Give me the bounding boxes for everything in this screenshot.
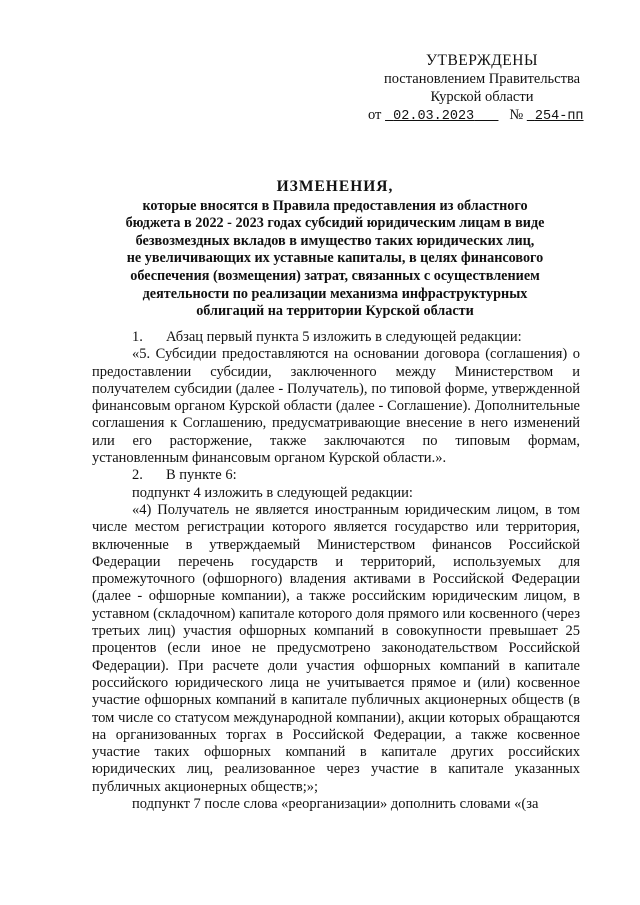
title-line: которые вносятся в Правила предоставления из областного: [142, 197, 528, 214]
item-1-number: 1.: [132, 329, 143, 345]
approval-date-line: [362, 106, 602, 126]
subitem-4-quote: «4) Получатель не является иностранным юридическим лицом, в том числе местом регистрации которого является государство или территория, включенные в утверждаемый Министерством финансов Российской Федерации перечень государств и территорий, используемых для промежуточного (офшорного) владения активами в Российской Федерации (далее - офшорные компании), а также российским юридическим лицом, в уставном (складочном) капитале которого доля прямого или косвенного (через третьих лиц) участия офшорных компаний в совокупности превышает 25 процентов (если иное не предусмотрено законодательством Российской Федерации). При расчете доли участия офшорных компаний в капитале российского юридического лица не учитывается прямое и (или) косвенное участие офшорных компаний в капитале публичных акционерных обществ (в том числе со статусом международной компании), акции которых обращаются на организованных торгах в Российской Федерации, а также косвенное участие таких офшорных компаний в капитале других российских юридических лиц, реализованное через участие в капитале указанных публичных акционерных обществ;»;: [92, 501, 580, 795]
subitem-4-intro: подпункт 4 изложить в следующей редакции:: [132, 484, 413, 501]
number-prefix: №: [509, 107, 524, 123]
approval-number: 254-пп: [534, 109, 584, 124]
title-line: обеспечения (возмещения) затрат, связанных с осуществлением: [130, 267, 540, 284]
item-2: [92, 467, 580, 484]
item-1: [92, 329, 580, 346]
title-line: деятельности по реализации механизма инфраструктурных: [142, 285, 528, 302]
item-1-quote: «5. Субсидии предоставляются на основании договора (соглашения) о предоставлении субсидии, заключенного между Министерством и получателем субсидии (далее - Получатель), по типовой форме, утвержденной финансовым органом Курской области (далее - Соглашение). Дополнительные соглашения к Соглашению, предусматривающие внесение в него изменений или его расторжение, также заключаются по типовым формам, установленным финансовым органом Курской области.».: [92, 346, 580, 467]
date-prefix: от: [368, 107, 382, 123]
approval-date: 02.03.2023: [393, 109, 475, 124]
approval-line-2: Курской области: [430, 89, 534, 105]
item-2-text: В пункте 6:: [166, 467, 237, 484]
title-line: бюджета в 2022 - 2023 годах субсидий юридическим лицам в виде: [125, 215, 545, 232]
approval-line-1: постановлением Правительства: [383, 71, 581, 87]
title-main: ИЗМЕНЕНИЯ,: [276, 178, 394, 195]
document-body: [92, 329, 580, 813]
item-2-number: 2.: [132, 467, 143, 484]
subitem-7-intro: подпункт 7 после слова «реорганизации» дополнить словами «(за: [132, 796, 539, 813]
approval-heading: УТВЕРЖДЕНЫ: [426, 52, 538, 69]
approval-stamp: [362, 52, 602, 126]
title-line: не увеличивающих их уставные капиталы, в целях финансового: [126, 250, 544, 267]
item-1-text: Абзац первый пункта 5 изложить в следующей редакции:: [166, 329, 522, 345]
title-line: облигаций на территории Курской области: [196, 303, 474, 320]
title-line: безвозмездных вкладов в имущество таких юридических лиц,: [135, 232, 535, 249]
document-title: [100, 178, 570, 321]
